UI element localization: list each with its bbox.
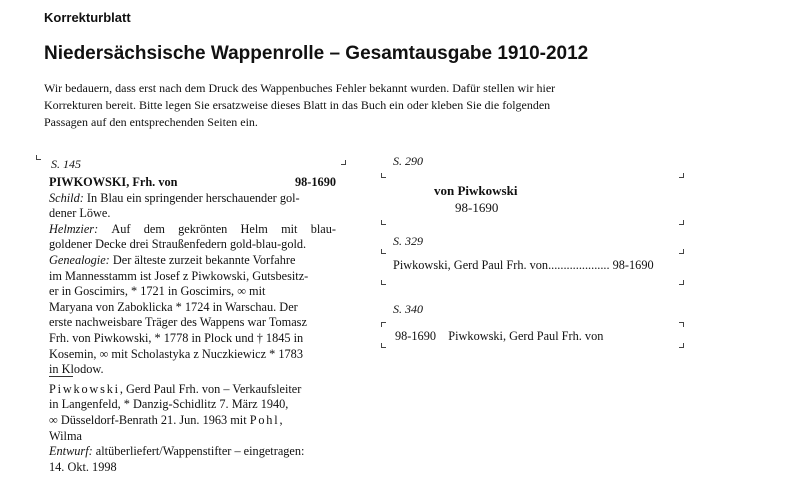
entry-name: PIWKOWSKI, Frh. von	[49, 175, 178, 189]
genealogie-line	[49, 253, 336, 269]
genealogie-line: er in Goscimirs, * 1721 in Goscimirs, ∞ mit	[49, 284, 266, 299]
entwurf-line	[49, 444, 336, 460]
schild-line: dener Löwe.	[49, 206, 111, 221]
crop-mark	[381, 249, 386, 254]
index-entry-329: Piwkowski, Gerd Paul Frh. von.................... 98-1690	[393, 258, 654, 272]
crop-mark	[679, 220, 684, 225]
genealogie-line: Maryana von Zaboklicka * 1724 in Warschau. Der	[49, 299, 298, 314]
genealogie-line: in Klodow.	[49, 362, 104, 377]
document-label: Korrekturblatt	[44, 10, 131, 25]
genealogie-line: erste nachweisbare Träger des Wappens war Tomasz	[49, 315, 307, 330]
crop-mark	[36, 155, 41, 160]
entwurf-line: 14. Okt. 1998	[49, 459, 117, 474]
genealogie-line: im Mannesstamm ist Josef z Piwkowski, Gutsbesitz-	[49, 268, 309, 283]
document-title: Niedersächsische Wappenrolle – Gesamtausgabe 1910-2012	[44, 43, 589, 64]
genealogie-line: Frh. von Piwkowski, * 1778 in Plock und † 1845 in	[49, 330, 304, 345]
helmzier-word: Helm	[240, 221, 268, 236]
crop-mark	[679, 322, 684, 327]
helmzier-word: gekrönten	[178, 221, 228, 236]
intro-line: Wir bedauern, dass erst nach dem Druck des Wappenbuches Fehler bekannt wurden. Dafür stellen wir hier	[44, 81, 556, 95]
intro-paragraph	[44, 80, 644, 131]
schild-line	[49, 191, 336, 207]
person-line: Wilma	[49, 428, 82, 443]
genealogie-line: Kosemin, ∞ mit Scholastyka z Nuczkiewicz * 1783	[49, 346, 303, 361]
crop-mark	[381, 322, 386, 327]
entwurf-text: altüberliefert/Wappenstifter – eingetragen:	[92, 444, 305, 459]
helmzier-line: goldener Decke drei Straußenfedern gold-blau-gold.	[49, 237, 307, 252]
helmzier-word: Auf	[111, 221, 131, 236]
person-line	[49, 413, 336, 429]
entry-number: 98-1690	[295, 175, 336, 189]
separator-rule	[49, 376, 73, 377]
crop-mark	[381, 173, 386, 178]
person-text: ,	[279, 412, 283, 427]
spouse-name: Pohl	[249, 412, 280, 427]
helmzier-word: mit	[281, 221, 298, 236]
helmzier-word: blau-	[310, 221, 336, 236]
helmzier-label: Helmzier:	[49, 221, 99, 236]
entry-piwkowski-145	[49, 175, 336, 475]
crop-mark	[341, 160, 346, 165]
page-label-290: S. 290	[393, 154, 423, 168]
page-label-145: S. 145	[51, 157, 81, 171]
person-name: Piwkowski	[49, 381, 120, 396]
crop-mark	[679, 173, 684, 178]
index-number-290: 98-1690	[455, 200, 499, 215]
page-label-340: S. 340	[393, 302, 423, 316]
schild-text: In Blau ein springender herschauender gol-	[83, 190, 300, 205]
crop-mark	[381, 220, 386, 225]
crop-mark	[679, 249, 684, 254]
page-label-329: S. 329	[393, 234, 423, 248]
person-text: ∞ Düsseldorf-Benrath 21. Jun. 1963 mit	[49, 412, 250, 427]
index-name-290: von Piwkowski	[434, 183, 518, 198]
person-line: in Langenfeld, * Danzig-Schidlitz 7. März 1940,	[49, 397, 289, 412]
crop-mark	[381, 343, 386, 348]
person-text: , Gerd Paul Frh. von – Verkaufsleiter	[119, 381, 302, 396]
crop-mark	[679, 280, 684, 285]
entwurf-label: Entwurf:	[49, 444, 93, 459]
helmzier-line	[49, 222, 336, 238]
intro-line: Passagen auf den entsprechenden Seiten ein.	[44, 115, 258, 129]
person-line	[49, 382, 336, 398]
helmzier-word: dem	[143, 221, 165, 236]
entry-heading	[49, 175, 336, 191]
crop-mark	[679, 343, 684, 348]
intro-line: Korrekturen bereit. Bitte legen Sie ersatzweise dieses Blatt in das Buch ein oder kleben Sie die folgenden	[44, 98, 551, 112]
genealogie-label: Genealogie:	[49, 252, 110, 267]
genealogie-text: Der älteste zurzeit bekannte Vorfahre	[109, 252, 296, 267]
schild-label: Schild:	[49, 190, 84, 205]
crop-mark	[381, 280, 386, 285]
index-entry-340: 98-1690 Piwkowski, Gerd Paul Frh. von	[395, 329, 604, 343]
